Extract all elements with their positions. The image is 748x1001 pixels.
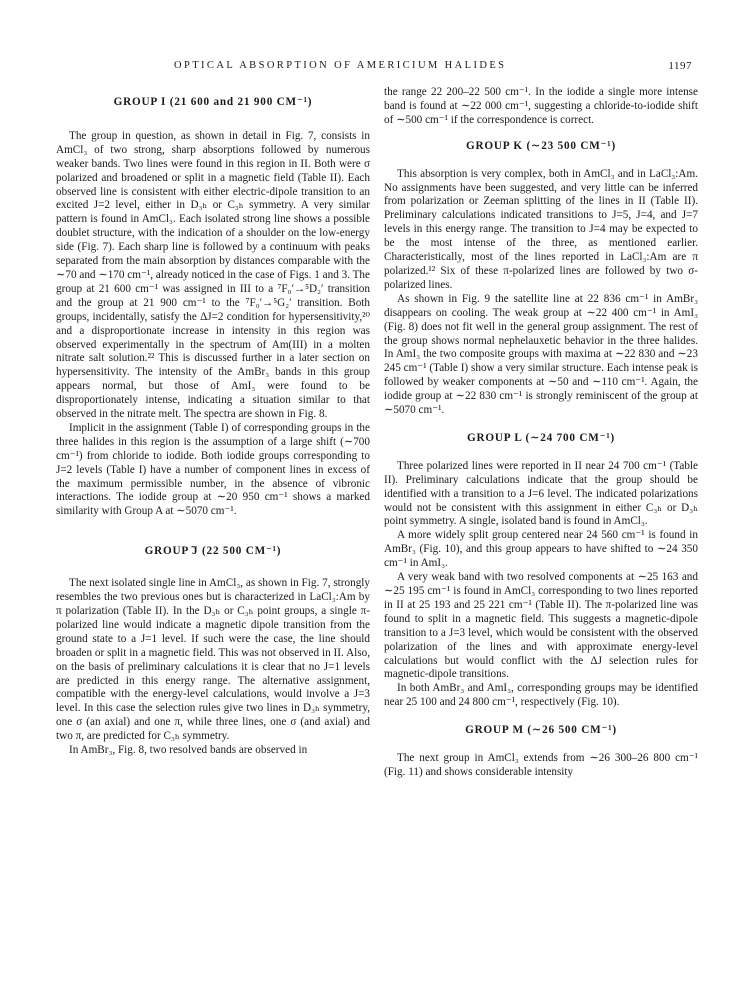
right-column (384, 86, 698, 780)
paragraph: Three polarized lines were reported in II near 24 700 cm⁻¹ (Table II). Preliminary calculations indicate that the group should be identified with a transition to a J=6 level. The indicated polarizations would not be consistent with this assignment in either C₃ₕ or D₃ₕ point symmetry. A single, isolated band is found in AmCl₃. (384, 459, 698, 528)
section-heading-group-l: GROUP L (∼24 700 CM⁻¹) (466, 431, 616, 444)
paragraph: Implicit in the assignment (Table I) of corresponding groups in the three halides in this region is the assumption of a large shift (∼700 cm⁻¹) from chloride to iodide. Both iodide groups corresponding to J=2 levels (Table I) have a number of component lines in excess of the maximum permissible number, in the absence of vibronic interactions. The iodide group at ∼20 950 cm⁻¹ shows a marked similarity with Group A at ∼5070 cm⁻¹. (56, 421, 370, 518)
paragraph: The next isolated single line in AmCl₃, as shown in Fig. 7, strongly resembles the two previous ones but is characterized in LaCl₃:Am by π polarization (Table II). In the D₃ₕ or C₃ₕ point groups, a single π-polarized line would indicate a magnetic dipole transition from the ground state to a J=1 level. If such were the case, the line should broaden or split in a magnetic field. This was not observed in II. Also, on the basis of preliminary calculations it is clear that no J=1 levels are predicted in this energy range. The alternative assignment, compatible with the energy-level calculations, would involve a J=3 level. In this case the selection rules give two lines in D₃ₕ symmetry, one σ (an axial) and one π, while three lines, one σ (and axial) and two π, are predicted for C₃ₕ symmetry. (56, 577, 370, 743)
paragraph: The group in question, as shown in detail in Fig. 7, consists in AmCl₃ of two strong, sharp absorptions followed by numerous weaker bands. Two lines were found in this region in II. Both were σ polarized and broadened or split in a magnetic field (Table II). Each observed line is consistent with either electric-dipole transition to an excited J=2 level, either in D₃ₕ or C₃ₕ symmetry. A very similar pattern is found in AmCl₃. Each isolated strong line shows a possible doublet structure, with the indication of a shoulder on the low-energy side (Fig. 7). Each sharp line is followed by a continuum with peaks separated from the main absorption by distances comparable with the ∼70 and ∼170 cm⁻¹, already noticed in the case of Figs. 1 and 3. The group at 21 600 cm⁻¹ was assigned in III to a ⁷F₀′→⁵D₂′ transition and the group at 21 900 cm⁻¹ to the ⁷F₀′→⁵G₂′ transition. Both groups, incidentally, satisfy the ΔJ=2 condition for hypersensitivity,²⁰ and a disproportionate increase in intensity in this region was observed experimentally in the spectrum of Am(III) in a molten nitrate salt solution.²² This is discussed further in a later section on hypersensitivity. The intensity of the AmBr₃ bands in this group appears normal, but those of AmI₃ were found to be disproportionately intense, indicating a situation similar to that observed in the nitrate melt. The spectra are shown in Fig. 8. (56, 129, 370, 421)
section-heading-group-i: GROUP I (21 600 and 21 900 CM⁻¹) (113, 96, 313, 108)
section-heading-group-k: GROUP K (∼23 500 CM⁻¹) (466, 139, 616, 152)
paragraph: A very weak band with two resolved components at ∼25 163 and ∼25 195 cm⁻¹ is found in AmCl₃ corresponding to two lines reported in II at 25 193 and 25 221 cm⁻¹ (Table II). The π-polarized line was found to split in a magnetic field. This suggests a magnetic-dipole transition to a J=3 level, which would be consistent with the observed polarization of the lines and with approximate energy-level calculations but would conflict with the ΔJ selection rules for magnetic-dipole transitions. (384, 571, 698, 681)
page-number: 1197 (668, 60, 692, 72)
paragraph: The next group in AmCl₃ extends from ∼26 300–26 800 cm⁻¹ (Fig. 11) and shows considerable intensity (384, 752, 698, 778)
paragraph: This absorption is very complex, both in AmCl₃ and in LaCl₃:Am. No assignments have been suggested, and very little can be inferred from polarization or Zeeman splitting of the lines in II (Table II). Preliminary calculations indicated transitions to J=5, J=4, and J=7 levels in this energy range. The transition to J=4 may be expected to be the most intense of the three, as mentioned earlier. Characteristically, most of the lines reported in LaCl₃:Am are π polarized.¹² Six of these π-polarized lines are followed by two σ-polarized lines. (384, 167, 698, 291)
paragraph: As shown in Fig. 9 the satellite line at 22 836 cm⁻¹ in AmBr₃ disappears on cooling. The weak group at ∼22 400 cm⁻¹ in AmI₃ (Fig. 8) does not fit well in the general group assignment. The rest of the group shows normal nephelauxetic behavior in the three halides. In AmI₃ the two composite groups with maxima at ∼22 830 and ∼23 245 cm⁻¹ (Table I) show a very similar structure. Each intense peak is followed by weaker components at ∼50 and ∼110 cm⁻¹. Again, the iodide group at ∼22 830 cm⁻¹ is strongly reminiscent of the group at ∼5070 cm⁻¹. (384, 292, 698, 417)
paragraph: In AmBr₃, Fig. 8, two resolved bands are observed in (69, 744, 308, 757)
section-heading-group-j: GROUP ̃J (22 500 CM⁻¹) (144, 545, 282, 558)
running-title: OPTICAL ABSORPTION OF AMERICIUM HALIDES (174, 60, 507, 71)
left-column (56, 86, 370, 758)
paragraph: A more widely split group centered near 24 560 cm⁻¹ is found in AmBr₃ (Fig. 10), and this group appears to have shifted to ∼24 350 cm⁻¹ in AmI₃. (384, 529, 698, 570)
running-header (56, 60, 692, 74)
paragraph: the range 22 200–22 500 cm⁻¹. In the iodide a single more intense band is found at ∼22 000 cm⁻¹, suggesting a chloride-to-iodide shift of ∼500 cm⁻¹ if the correspondence is correct. (384, 86, 698, 126)
paragraph: In both AmBr₃ and AmI₃, corresponding groups may be identified near 25 100 and 24 800 cm⁻¹, respectively (Fig. 10). (384, 682, 698, 709)
section-heading-group-m: GROUP M (∼26 500 CM⁻¹) (465, 724, 617, 737)
